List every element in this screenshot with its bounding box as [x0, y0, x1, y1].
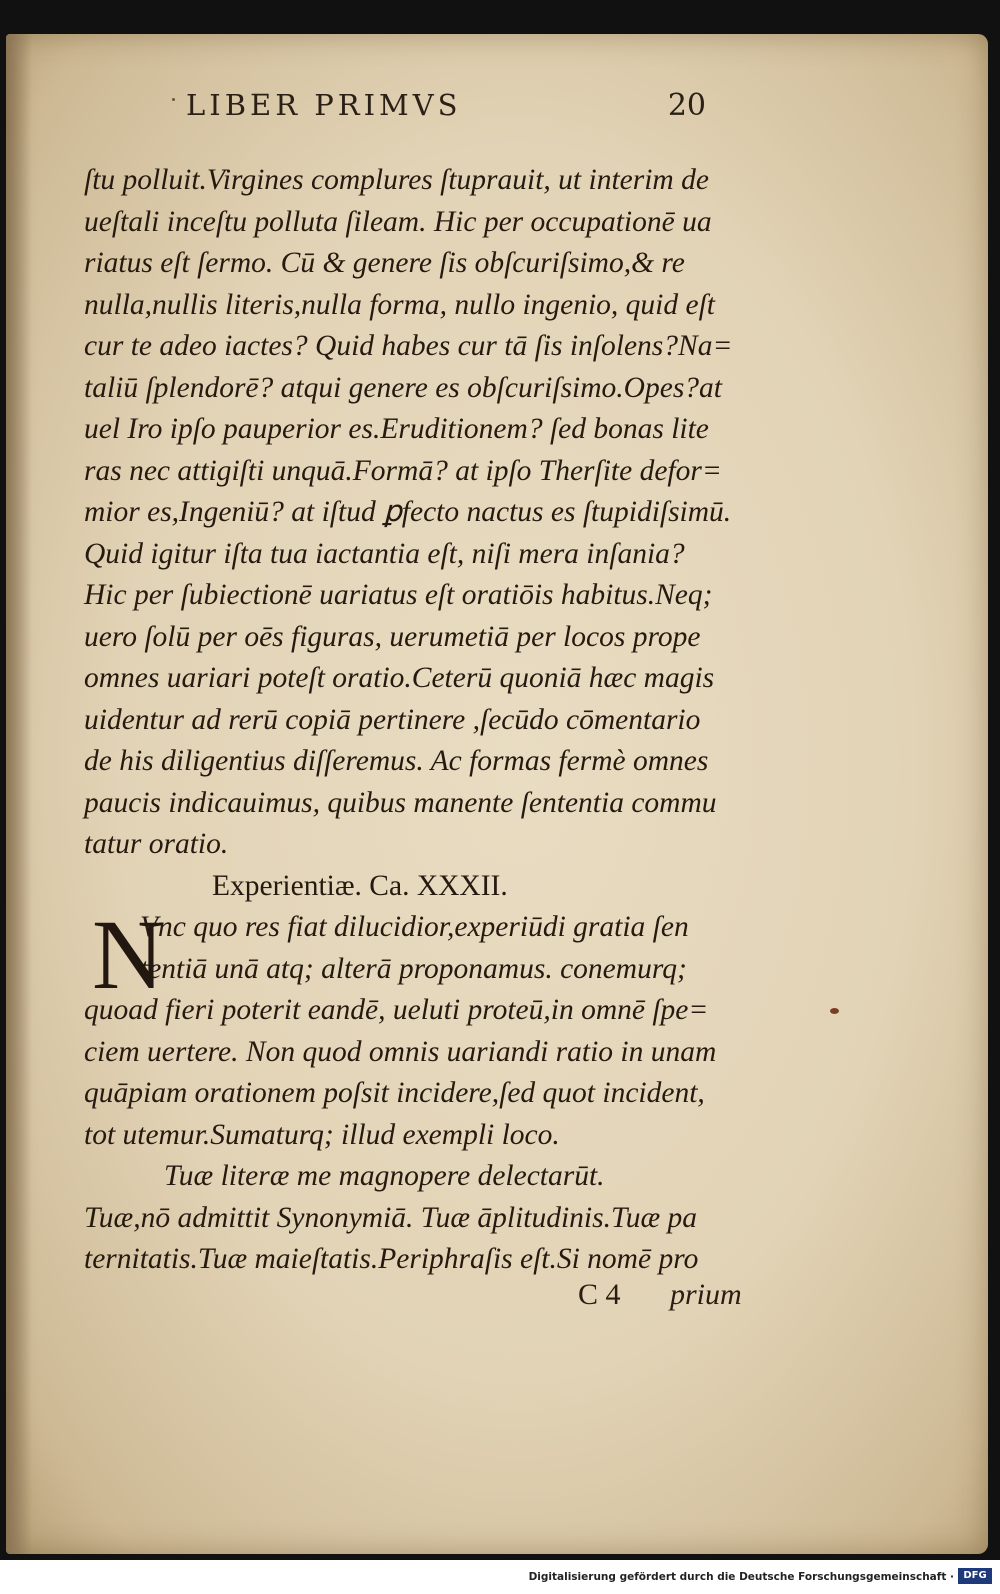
text-line: ras nec attigiſti unquā.Formā? at ipſo Therſite defor= — [84, 454, 722, 487]
digitization-footer — [0, 1560, 1000, 1594]
running-head — [186, 88, 706, 132]
text-line: nulla,nullis literis,nulla forma, nullo ingenio, quid eſt — [84, 288, 715, 321]
text-line: ternitatis.Tuæ maieſtatis.Periphraſis eſt.Si nomē pro — [84, 1243, 699, 1275]
running-head-title: LIBER PRIMVS — [186, 88, 462, 122]
page-number: 20 — [667, 88, 706, 123]
page-text-block — [84, 160, 764, 1281]
text-line: ueſtali inceſtu polluta ſileam. Hic per occupationē ua — [84, 205, 712, 238]
signature-mark: C 4 — [578, 1278, 621, 1311]
text-line: Vnc quo res fiat dilucidior,experiūdi gratia ſen — [140, 911, 689, 943]
text-line: omnes uariari poteſt oratio.Ceterū quoniā hæc magis — [84, 662, 715, 694]
text-line: riatus eſt ſermo. Cū & genere ſis obſcuriſsimo,& re — [84, 247, 685, 279]
page-gutter — [6, 34, 32, 1554]
text-line: de his diligentius diſſeremus. Ac formas fermè omnes — [84, 745, 709, 777]
text-line: Quid igitur iſta tua iactantia eſt, niſi mera inſania? — [84, 537, 685, 570]
funding-credit: Digitalisierung gefördert durch die Deutsche Forschungsgemeinschaft · — [528, 1571, 954, 1583]
drop-cap-initial: N — [92, 899, 165, 1010]
text-line: tentiā unā atq; alterā proponamus. conemurq; — [140, 952, 687, 985]
text-line: cur te adeo iactes? Quid habes cur tā ſis inſolens?Na= — [84, 330, 733, 362]
chapter-heading: Experientiæ. Ca. XXXII. — [212, 869, 508, 902]
text-line: uel Iro ipſo pauperior es.Eruditionem? ſed bonas lite — [84, 413, 709, 445]
ink-spot — [830, 1008, 839, 1014]
text-line: taliū ſplendorē? atqui genere es obſcuriſsimo.Opes?at — [84, 371, 722, 404]
catchword: prium — [670, 1278, 742, 1311]
text-line: quāpiam orationem poſsit incidere,ſed quot incident, — [84, 1077, 705, 1109]
text-line: mior es,Ingeniū? at iſtud ꝑfecto nactus es ſtupidiſsimū. — [84, 496, 732, 528]
example-sentence: Tuæ literæ me magnopere delectarūt. — [164, 1160, 605, 1192]
text-line: tot utemur.Sumaturq; illud exempli loco. — [84, 1118, 560, 1151]
text-line: ſtu polluit.Virgines complures ſtuprauit, ut interim de — [84, 164, 709, 196]
text-line: Hic per ſubiectionē uariatus eſt oratiōis habitus.Neq; — [84, 579, 713, 611]
text-line: quoad fieri poterit eandē, ueluti proteū,in omnē ſpe= — [84, 994, 709, 1026]
text-line: uidentur ad rerū copiā pertinere ,ſecūdo cōmentario — [84, 703, 701, 736]
paper-speck — [172, 98, 175, 101]
dfg-logo: DFG — [958, 1568, 992, 1584]
text-line: tatur oratio. — [84, 828, 229, 860]
text-line: Tuæ,nō admittit Synonymiā. Tuæ āplitudinis.Tuæ pa — [84, 1201, 698, 1234]
text-line: uero ſolū per oēs figuras, uerumetiā per locos prope — [84, 620, 701, 653]
text-line: ciem uertere. Non quod omnis uariandi ratio in unam — [84, 1035, 717, 1068]
text-line: paucis indicauimus, quibus manente ſententia commu — [84, 786, 717, 819]
